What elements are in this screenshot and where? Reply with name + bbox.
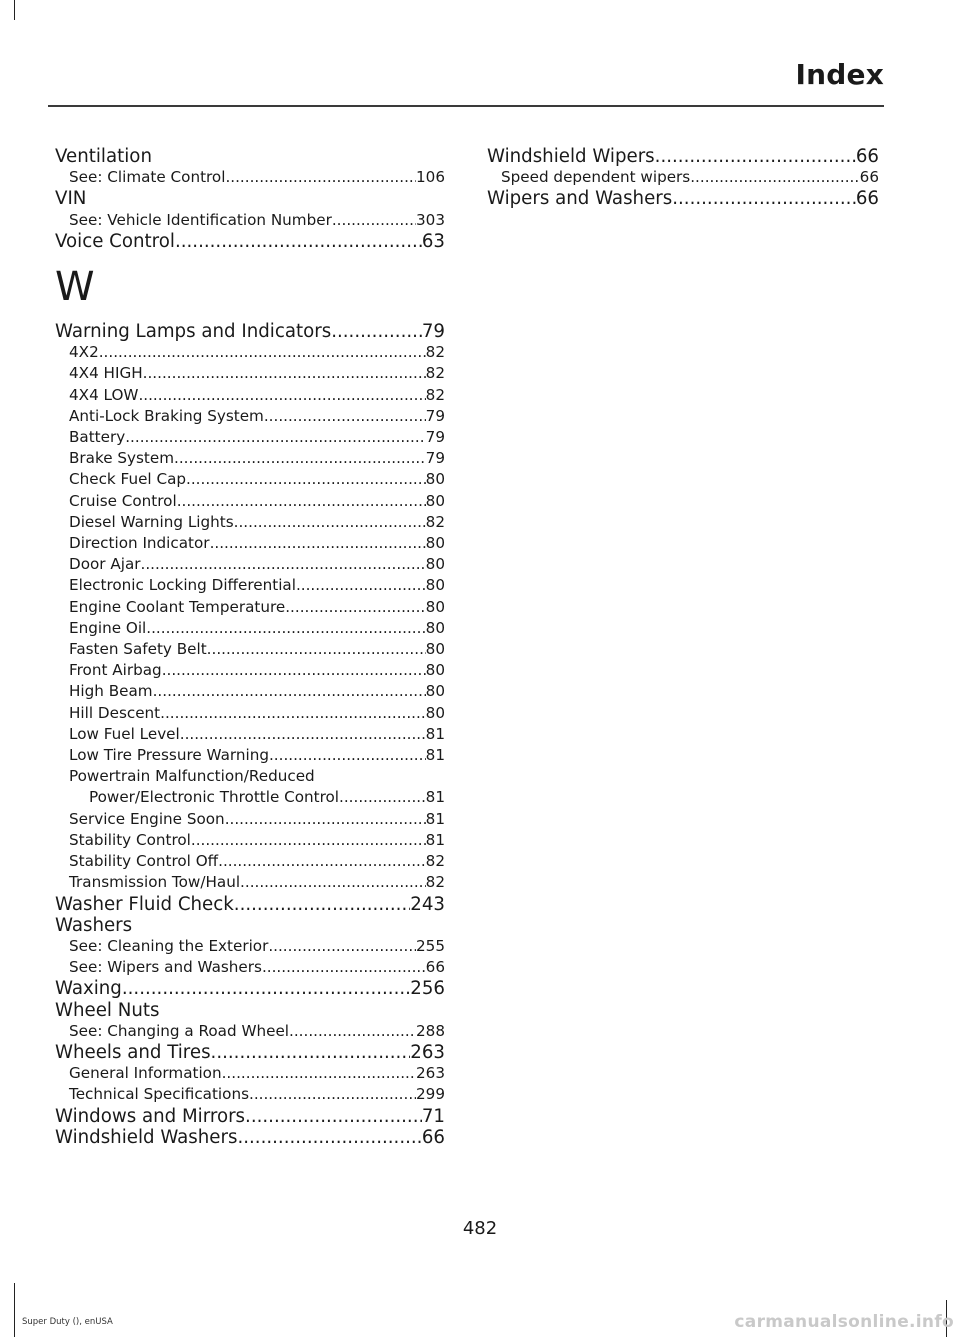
index-entry-text: Anti-Lock Braking System [69,406,264,425]
index-entry-text: Warning Lamps and Indicators [55,321,332,343]
index-subentry [55,618,445,639]
dot-leader [237,1127,421,1148]
index-subentry [55,660,445,681]
dot-leader [234,512,426,533]
index-entry-page: 79 [425,428,445,447]
index-entry-page: 80 [425,640,445,659]
index-entry-page: 66 [859,168,879,187]
dot-leader [225,809,426,830]
index-subentry [55,681,445,702]
index-entry-text: Engine Oil [69,618,147,637]
index-entry-text: Service Engine Soon [69,809,225,828]
index-entry-page: 255 [416,936,445,955]
index-subentry [55,469,445,490]
index-entry-text: Engine Coolant Temperature [69,597,286,616]
index-entry-text: Washer Fluid Check [55,893,234,915]
dot-leader [225,167,416,188]
index-entry-page: 80 [425,534,445,553]
index-subentry [55,385,445,406]
index-entry-text: Powertrain Malfunction/Reduced [69,767,315,786]
index-entry [55,321,445,342]
index-entry-page: 80 [425,703,445,722]
index-entry-text: 4X2 [69,343,99,362]
dot-leader [690,167,859,188]
dot-leader [141,554,426,575]
dot-leader [160,703,426,724]
index-entry-page: 82 [425,385,445,404]
index-entry-text: See: Climate Control [69,168,226,187]
index-entry-page: 106 [416,168,445,187]
index-entry-page: 288 [416,1021,445,1040]
index-entry-page: 80 [425,470,445,489]
index-entry-page: 81 [425,809,445,828]
index-entry-page: 303 [416,210,445,229]
index-entry-text: Wheel Nuts [55,999,160,1021]
dot-leader [339,787,426,808]
dot-leader [245,1106,422,1127]
index-entry-text: Electronic Locking Differential [69,576,296,595]
index-entry-text: Wheels and Tires [55,1041,211,1063]
dot-leader [180,724,426,745]
index-entry-text: Door Ajar [69,555,141,574]
index-entry-page: 256 [410,978,445,1000]
index-entry-page: 81 [425,724,445,743]
index-subentry [55,363,445,384]
index-entry [55,146,445,167]
dot-leader [218,851,426,872]
index-subentry [55,703,445,724]
dot-leader [211,1042,411,1063]
index-entry-page: 82 [425,343,445,362]
dot-leader [125,427,425,448]
index-entry [55,915,445,936]
dot-leader [143,363,426,384]
dot-leader [331,321,422,342]
dot-leader [289,1021,416,1042]
index-entry-text: Check Fuel Cap [69,470,187,489]
index-entry-text: Windows and Mirrors [55,1105,246,1127]
index-subentry [55,766,445,787]
dot-leader [210,533,426,554]
page-title: Index [795,58,884,91]
index-entry-page: 80 [425,555,445,574]
index-entry-page: 80 [425,576,445,595]
index-subentry [55,554,445,575]
dot-leader [191,830,426,851]
index-entry-text: See: Cleaning the Exterior [69,936,269,955]
index-subentry [55,639,445,660]
index-entry-page: 82 [425,873,445,892]
index-subentry [55,167,445,188]
index-entry-text: Power/Electronic Throttle Control [89,788,340,807]
index-entry-page: 81 [425,746,445,765]
index-entry-text: Brake System [69,449,175,468]
index-subentry [55,936,445,957]
index-entry [55,1042,445,1063]
dot-leader [655,146,856,167]
index-entry [55,188,445,209]
index-entry-page: 79 [425,406,445,425]
dot-leader [122,978,410,999]
index-subentry [55,830,445,851]
index-entry-text: Windshield Washers [55,1126,238,1148]
index-subentry [55,406,445,427]
index-entry-page: 81 [425,788,445,807]
index-entry-text: Battery [69,428,126,447]
index-subentry [55,491,445,512]
index-subentry [55,448,445,469]
index-column-left [55,146,445,1148]
index-subentry [55,533,445,554]
index-entry-text: Low Fuel Level [69,724,180,743]
index-subentry [55,724,445,745]
index-entry-text: Voice Control [55,230,175,252]
index-subentry [55,210,445,231]
dot-leader [222,1063,416,1084]
index-entry-page: 66 [425,958,445,977]
index-entry [55,231,445,252]
index-entry-page: 81 [425,830,445,849]
index-entry-text: Speed dependent wipers [501,168,691,187]
index-entry-text: Wipers and Washers [487,188,673,210]
dot-leader [175,231,422,252]
index-entry-text: Stability Control Off [69,852,219,871]
dot-leader [177,491,426,512]
index-entry-text: Diesel Warning Lights [69,512,234,531]
index-entry [55,894,445,915]
page-number: 482 [462,1218,498,1239]
index-subentry [55,342,445,363]
index-entry-page: 66 [421,1126,445,1148]
dot-leader [262,957,426,978]
dot-leader [285,597,425,618]
dot-leader [153,681,426,702]
dot-leader [207,639,426,660]
dot-leader [99,342,426,363]
dot-leader [264,406,426,427]
index-entry-text: Low Tire Pressure Warning [69,746,269,765]
index-entry-text: Fasten Safety Belt [69,640,207,659]
dot-leader [162,660,426,681]
dot-leader [332,210,416,231]
index-entry-text: See: Vehicle Identification Number [69,210,332,229]
index-entry-text: Washers [55,914,133,936]
index-entry-page: 263 [416,1064,445,1083]
index-subentry [55,1021,445,1042]
index-entry-page: 82 [425,852,445,871]
index-entry-text: Transmission Tow/Haul [69,873,241,892]
index-subentry [55,957,445,978]
index-entry-text: Front Airbag [69,661,162,680]
index-subentry [55,809,445,830]
index-entry-page: 79 [425,449,445,468]
index-subentry [55,745,445,766]
index-entry-page: 63 [421,230,445,252]
header-divider [48,105,884,107]
index-entry-page: 71 [421,1105,445,1127]
index-subentry [55,1084,445,1105]
index-entry-text: VIN [55,188,87,210]
dot-leader [269,745,426,766]
index-entry-text: 4X4 LOW [69,385,139,404]
index-entry-page: 80 [425,597,445,616]
index-entry-text: See: Changing a Road Wheel [69,1021,290,1040]
dot-leader [268,936,416,957]
watermark: carmanualsonline.info [734,1312,954,1332]
index-subentry [487,167,879,188]
dot-leader [672,188,856,209]
dot-leader [234,894,410,915]
index-entry-page: 299 [416,1085,445,1104]
index-entry-text: Technical Specifications [69,1085,249,1104]
index-subentry [55,575,445,596]
index-entry-text: Cruise Control [69,491,177,510]
index-entry-text: See: Wipers and Washers [69,958,262,977]
index-entry-text: Stability Control [69,830,191,849]
index-entry-page: 82 [425,364,445,383]
index-subentry [55,1063,445,1084]
index-subentry [55,851,445,872]
index-entry [487,146,879,167]
index-entry-text: Ventilation [55,146,152,167]
index-entry-text: Hill Descent [69,703,161,722]
dot-leader [138,385,425,406]
crop-mark-bottom-left-vertical [14,1283,15,1337]
footer-text: Super Duty (), enUSA [22,1317,113,1327]
index-entry-text: 4X4 HIGH [69,364,143,383]
index-entry-text: Windshield Wipers [487,146,655,167]
index-entry-text: High Beam [69,682,153,701]
dot-leader [296,575,426,596]
index-subentry [55,597,445,618]
index-subentry [55,512,445,533]
index-entry [487,188,879,209]
index-column-right [487,146,879,210]
index-entry-page: 263 [410,1041,445,1063]
dot-leader [249,1084,416,1105]
index-entry-text: General Information [69,1064,222,1083]
index-entry-text: Direction Indicator [69,534,210,553]
index-subentry [55,872,445,893]
dot-leader [240,872,426,893]
index-entry-page: 80 [425,491,445,510]
index-entry-page: 79 [421,321,445,343]
crop-mark-top-left-vertical [14,0,15,20]
index-entry [55,1000,445,1021]
index-entry [55,1106,445,1127]
index-entry-page: 66 [855,146,879,167]
index-subentry [55,427,445,448]
dot-leader [174,448,426,469]
dot-leader [186,469,426,490]
index-entry-page: 80 [425,661,445,680]
index-entry-text: Waxing [55,978,122,1000]
index-subentry [55,787,445,808]
index-entry-page: 80 [425,618,445,637]
index-entry-page: 80 [425,682,445,701]
section-letter: W [55,264,95,311]
index-entry-page: 66 [855,188,879,210]
index-entry [55,1127,445,1148]
dot-leader [146,618,425,639]
index-entry [55,978,445,999]
index-entry-page: 243 [410,893,445,915]
index-entry-page: 82 [425,512,445,531]
